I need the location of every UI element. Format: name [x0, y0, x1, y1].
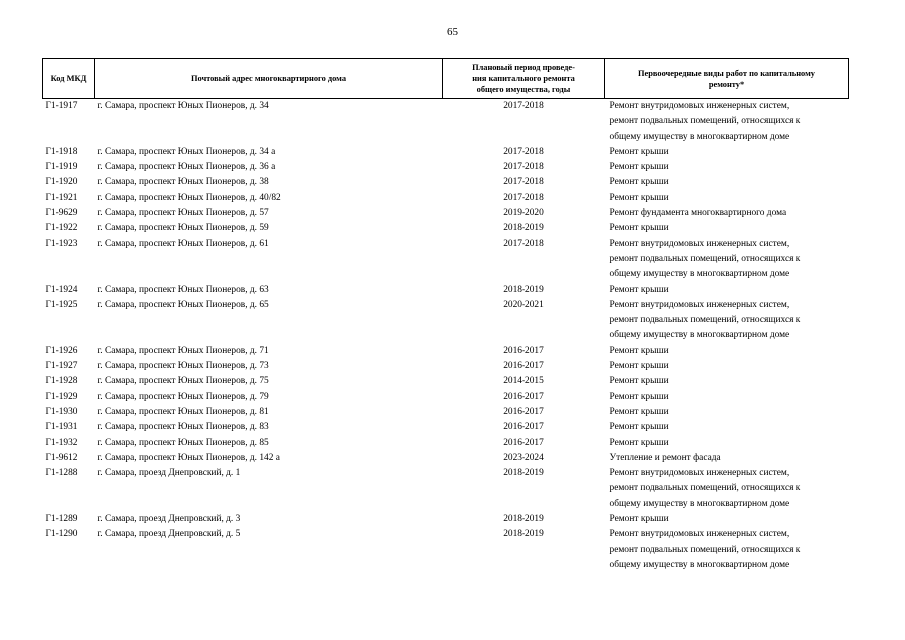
- table-row: [43, 466, 849, 512]
- row-works-line: Ремонт крыши: [609, 162, 669, 173]
- row-works-cell: [605, 298, 849, 344]
- header-period-line: ния капитального ремонта: [472, 74, 575, 83]
- row-code-cell: Г1-1932: [45, 437, 78, 448]
- header-period-line: общего имущества, годы: [476, 85, 571, 94]
- row-works-cell: [605, 191, 849, 206]
- table-row: [43, 405, 849, 420]
- row-works-cell: [605, 175, 849, 190]
- header-works-line: ремонту*: [708, 79, 745, 89]
- table-row: [43, 283, 849, 298]
- row-works-cell: [605, 344, 849, 359]
- header-address: Почтовый адрес многоквартирного дома: [95, 59, 443, 99]
- row-code-cell: Г1-1921: [45, 192, 78, 203]
- row-period-cell: 2017-2018: [503, 146, 544, 157]
- table-row: [43, 160, 849, 175]
- row-address-cell: г. Самара, проспект Юных Пионеров, д. 75: [97, 376, 269, 387]
- row-works-line: Ремонт крыши: [609, 361, 669, 372]
- row-address-cell: г. Самара, проспект Юных Пионеров, д. 38: [97, 177, 269, 188]
- row-period-cell: 2018-2019: [503, 223, 544, 234]
- row-address-cell: г. Самара, проспект Юных Пионеров, д. 81: [97, 406, 269, 417]
- row-address-cell: г. Самара, проспект Юных Пионеров, д. 73: [97, 361, 269, 372]
- table-row: [43, 99, 849, 145]
- row-works-line: Ремонт крыши: [609, 177, 669, 188]
- row-works-line: Ремонт внутридомовых инженерных систем,: [609, 101, 790, 111]
- row-address-cell: г. Самара, проспект Юных Пионеров, д. 85: [97, 437, 269, 448]
- table-row: [43, 512, 849, 527]
- row-works-cell: [605, 145, 849, 160]
- row-works-line: Ремонт крыши: [609, 422, 669, 433]
- row-address-cell: г. Самара, проспект Юных Пионеров, д. 34 а: [97, 146, 276, 157]
- row-works-cell: [605, 237, 849, 283]
- header-works: [605, 59, 849, 99]
- table-row: [43, 145, 849, 160]
- row-works-line: Ремонт крыши: [609, 514, 669, 525]
- row-address-cell: г. Самара, проспект Юных Пионеров, д. 40/82: [97, 192, 281, 203]
- row-works-line: общему имуществу в многоквартирном доме: [609, 131, 790, 142]
- row-period-cell: 2016-2017: [503, 391, 544, 402]
- row-works-cell: [605, 527, 849, 573]
- table-row: [43, 527, 849, 573]
- table-row: [43, 390, 849, 405]
- row-works-line: Ремонт крыши: [609, 284, 669, 295]
- row-works-line: ремонт подвальных помещений, относящихся к: [609, 116, 801, 127]
- header-period-line: Плановый период проведе-: [472, 63, 575, 72]
- table-row: [43, 374, 849, 389]
- row-code-cell: Г1-1930: [45, 406, 78, 417]
- row-works-line: общему имуществу в многоквартирном доме: [609, 269, 790, 280]
- table-row: [43, 359, 849, 374]
- table-header-row: [43, 59, 849, 99]
- row-works-line: Ремонт внутридомовых инженерных систем,: [609, 238, 790, 249]
- table-row: [43, 175, 849, 190]
- row-period-cell: 2017-2018: [503, 238, 544, 249]
- row-code-cell: Г1-1288: [45, 468, 78, 479]
- row-code-cell: Г1-1925: [45, 299, 78, 310]
- row-period-cell: 2018-2019: [503, 529, 544, 540]
- row-works-cell: [605, 451, 849, 466]
- table-row: [43, 344, 849, 359]
- row-period-cell: 2017-2018: [503, 162, 544, 173]
- row-code-cell: Г1-1290: [45, 529, 78, 540]
- row-works-line: Ремонт внутридомовых инженерных систем,: [609, 529, 790, 540]
- row-code-cell: Г1-1923: [45, 238, 78, 249]
- row-address-cell: г. Самара, проспект Юных Пионеров, д. 34: [97, 101, 269, 111]
- row-works-line: Ремонт крыши: [609, 406, 669, 417]
- table-row: [43, 221, 849, 236]
- row-code-cell: Г1-1920: [45, 177, 78, 188]
- row-works-line: общему имуществу в многоквартирном доме: [609, 498, 790, 509]
- row-address-cell: г. Самара, проспект Юных Пионеров, д. 36 а: [97, 162, 276, 173]
- row-works-line: Ремонт крыши: [609, 192, 669, 203]
- row-code-cell: Г1-1926: [45, 345, 78, 356]
- table-row: [43, 206, 849, 221]
- row-works-line: ремонт подвальных помещений, относящихся к: [609, 253, 801, 264]
- row-works-line: Ремонт крыши: [609, 223, 669, 234]
- row-address-cell: г. Самара, проезд Днепровский, д. 5: [97, 529, 241, 540]
- row-works-line: Ремонт крыши: [609, 437, 669, 448]
- row-works-line: Ремонт фундамента многоквартирного дома: [609, 208, 787, 219]
- row-code-cell: Г1-1927: [45, 361, 78, 372]
- page-number: 65: [447, 26, 458, 38]
- row-works-cell: [605, 359, 849, 374]
- row-code-cell: Г1-1924: [45, 284, 78, 295]
- row-period-cell: 2014-2015: [503, 376, 544, 387]
- header-period: [443, 59, 605, 99]
- row-works-line: Ремонт крыши: [609, 146, 669, 157]
- row-period-cell: 2020-2021: [503, 299, 544, 310]
- row-period-cell: 2017-2018: [503, 177, 544, 188]
- row-works-line: Ремонт внутридомовых инженерных систем,: [609, 299, 790, 310]
- row-address-cell: г. Самара, проспект Юных Пионеров, д. 57: [97, 208, 269, 219]
- row-period-cell: 2017-2018: [503, 192, 544, 203]
- row-address-cell: г. Самара, проспект Юных Пионеров, д. 59: [97, 223, 269, 234]
- row-address-cell: г. Самара, проспект Юных Пионеров, д. 65: [97, 299, 269, 310]
- row-code-cell: Г1-1918: [45, 146, 78, 157]
- row-period-cell: 2019-2020: [503, 208, 544, 219]
- row-code-cell: Г1-1919: [45, 162, 78, 173]
- row-address-cell: г. Самара, проезд Днепровский, д. 3: [97, 514, 241, 525]
- housing-registry-table: [42, 58, 849, 573]
- row-works-cell: [605, 405, 849, 420]
- table-body: [43, 99, 849, 574]
- header-works-line: Первоочередные виды работ по капитальному: [638, 68, 815, 78]
- row-period-cell: 2016-2017: [503, 406, 544, 417]
- row-period-cell: 2018-2019: [503, 284, 544, 295]
- row-works-line: ремонт подвальных помещений, относящихся к: [609, 483, 801, 494]
- row-period-cell: 2023-2024: [503, 452, 544, 463]
- row-works-cell: [605, 221, 849, 236]
- row-works-line: Ремонт крыши: [609, 345, 669, 356]
- row-works-cell: [605, 466, 849, 512]
- row-address-cell: г. Самара, проспект Юных Пионеров, д. 63: [97, 284, 269, 295]
- row-code-cell: Г1-1931: [45, 422, 78, 433]
- row-address-cell: г. Самара, проспект Юных Пионеров, д. 71: [97, 345, 269, 356]
- row-address-cell: г. Самара, проспект Юных Пионеров, д. 142 а: [97, 452, 280, 463]
- row-address-cell: г. Самара, проспект Юных Пионеров, д. 61: [97, 238, 269, 249]
- row-address-cell: г. Самара, проспект Юных Пионеров, д. 79: [97, 391, 269, 402]
- header-code: Код МКД: [43, 59, 95, 99]
- row-code-cell: Г1-1929: [45, 391, 78, 402]
- row-period-cell: 2016-2017: [503, 437, 544, 448]
- row-works-cell: [605, 390, 849, 405]
- row-works-line: ремонт подвальных помещений, относящихся к: [609, 315, 801, 326]
- row-works-line: Ремонт крыши: [609, 376, 669, 387]
- row-works-cell: [605, 436, 849, 451]
- table-row: [43, 436, 849, 451]
- table-row: [43, 191, 849, 206]
- row-works-line: общему имуществу в многоквартирном доме: [609, 330, 790, 341]
- table-row: [43, 237, 849, 283]
- row-period-cell: 2016-2017: [503, 361, 544, 372]
- row-period-cell: 2017-2018: [503, 101, 544, 111]
- row-code-cell: Г1-1289: [45, 514, 78, 525]
- row-period-cell: 2018-2019: [503, 514, 544, 525]
- row-period-cell: 2016-2017: [503, 422, 544, 433]
- row-works-line: Утепление и ремонт фасада: [609, 452, 721, 463]
- row-works-line: общему имуществу в многоквартирном доме: [609, 559, 790, 570]
- row-period-cell: 2018-2019: [503, 468, 544, 479]
- row-code-cell: Г1-1917: [45, 101, 78, 111]
- row-address-cell: г. Самара, проезд Днепровский, д. 1: [97, 468, 241, 479]
- row-works-line: Ремонт крыши: [609, 391, 669, 402]
- row-works-cell: [605, 374, 849, 389]
- row-works-cell: [605, 420, 849, 435]
- row-code-cell: Г1-9629: [45, 208, 78, 219]
- row-period-cell: 2016-2017: [503, 345, 544, 356]
- row-works-cell: [605, 160, 849, 175]
- row-address-cell: г. Самара, проспект Юных Пионеров, д. 83: [97, 422, 269, 433]
- table-row: [43, 451, 849, 466]
- row-works-cell: [605, 99, 849, 145]
- row-works-line: ремонт подвальных помещений, относящихся к: [609, 544, 801, 555]
- row-code-cell: Г1-1928: [45, 376, 78, 387]
- row-works-cell: [605, 206, 849, 221]
- row-code-cell: Г1-9612: [45, 452, 78, 463]
- row-works-cell: [605, 512, 849, 527]
- row-works-line: Ремонт внутридомовых инженерных систем,: [609, 468, 790, 479]
- table-row: [43, 420, 849, 435]
- row-code-cell: Г1-1922: [45, 223, 78, 234]
- row-works-cell: [605, 283, 849, 298]
- table-row: [43, 298, 849, 344]
